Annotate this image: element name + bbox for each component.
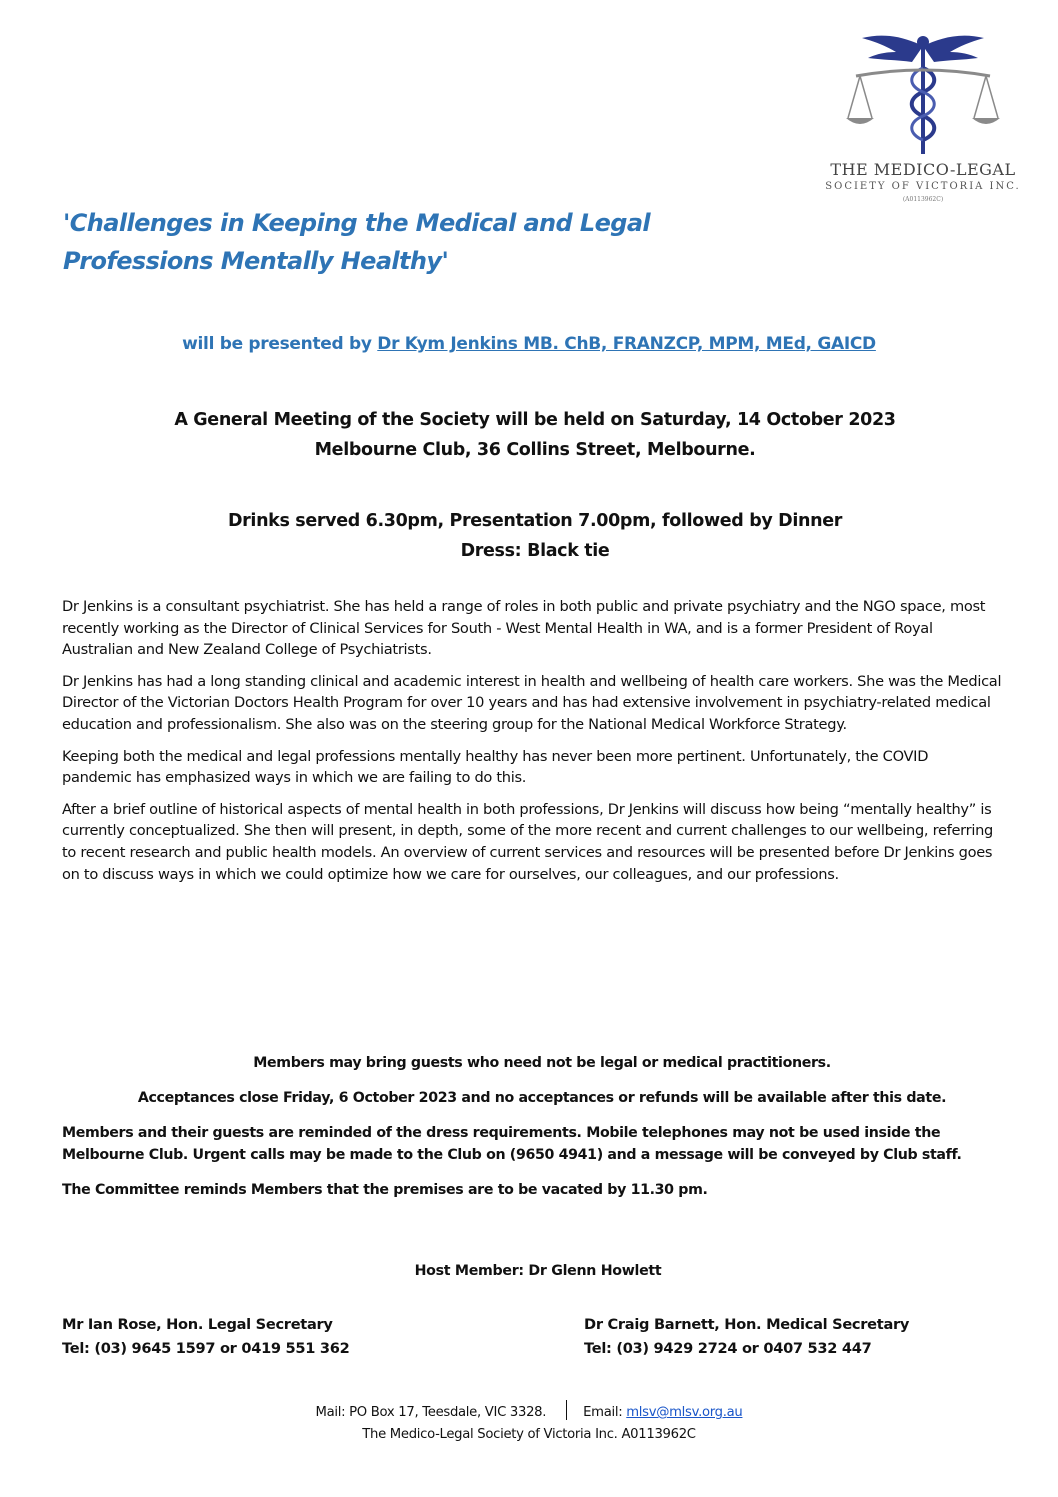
footer-mail: Mail: PO Box 17, Teesdale, VIC 3328.	[315, 1405, 547, 1420]
logo-name: THE MEDICO-LEGAL	[830, 160, 1016, 179]
legal-secretary	[62, 1313, 349, 1361]
meeting-venue: Melbourne Club, 36 Collins Street, Melbourne.	[314, 440, 756, 460]
acceptances-notice: Acceptances close Friday, 6 October 2023 and no acceptances or refunds will be available after this date.	[137, 1090, 947, 1106]
body-paragraph: Dr Jenkins has had a long standing clinical and academic interest in health and wellbeing of health care workers. She was the Medical Director of the Victorian Doctors Health Program for over 10 years and has had extensive involvement in psychiatry-related medical education and professionalism. She also was on the steering group for the National Medical Workforce Strategy.	[62, 672, 1002, 733]
caduceus-scales-icon	[846, 24, 1000, 156]
schedule-times: Drinks served 6.30pm, Presentation 7.00pm, followed by Dinner	[227, 511, 843, 531]
vacate-notice: The Committee reminds Members that the premises are to be vacated by 11.30 pm.	[62, 1182, 708, 1198]
legal-secretary-tel: Tel: (03) 9645 1597 or 0419 551 362	[62, 1340, 350, 1357]
body-paragraph: Keeping both the medical and legal professions mentally healthy has never been more pertinent. Unfortunately, the COVID pandemic has emphasized ways in which we are failing to do this.	[62, 747, 929, 787]
footer-email-link[interactable]: mlsv@mlsv.org.au	[626, 1405, 743, 1420]
footer-org: The Medico-Legal Society of Victoria Inc. A0113962C	[362, 1427, 696, 1442]
host-member: Host Member: Dr Glenn Howlett	[414, 1263, 662, 1279]
talk-title-line-2: Professions Mentally Healthy'	[63, 247, 449, 275]
dress-notice: Members and their guests are reminded of the dress requirements. Mobile telephones may not be used inside the Melbourne Club. Urgent calls may be made to the Club on (9650 4941) and a message will be conveyed by Club staff.	[62, 1125, 962, 1163]
presenter-name-link[interactable]: Dr Kym Jenkins MB. ChB, FRANZCP, MPM, MEd, GAICD	[377, 334, 876, 354]
talk-title-line-1: 'Challenges in Keeping the Medical and Legal	[63, 209, 651, 237]
body-paragraph: After a brief outline of historical aspects of mental health in both professions, Dr Jenkins will discuss how being “mentally healthy” is currently conceptualized. She then will present, in depth, some of the more recent and current challenges to our wellbeing, referring to recent research and public health models. An overview of current services and resources will be presented before Dr Jenkins goes on to discuss ways in which we could optimize how we care for ourselves, our colleagues, and our professions.	[62, 800, 993, 883]
footer-contact	[0, 1400, 1058, 1424]
footer-email-label: Email:	[583, 1405, 627, 1420]
legal-secretary-name: Mr Ian Rose, Hon. Legal Secretary	[62, 1316, 333, 1333]
talk-title	[63, 204, 823, 280]
medical-secretary	[584, 1313, 909, 1361]
footer	[0, 1400, 1058, 1446]
body-paragraph: Dr Jenkins is a consultant psychiatrist. She has held a range of roles in both public and private psychiatry and the NGO space, most recently working as the Director of Clinical Services for South - West Mental Health in WA, and is a former President of Royal Australian and New Zealand College of Psychiatrists.	[62, 598, 986, 659]
speaker-bio	[62, 596, 1002, 895]
presenter-prefix: will be presented by	[182, 334, 378, 354]
medical-secretary-tel: Tel: (03) 9429 2724 or 0407 532 447	[584, 1340, 872, 1357]
schedule-details	[0, 506, 1058, 566]
logo-subtitle: SOCIETY OF VICTORIA INC.	[825, 181, 1021, 192]
guests-notice: Members may bring guests who need not be legal or medical practitioners.	[253, 1055, 831, 1071]
member-notices	[62, 1052, 1022, 1214]
medical-secretary-name: Dr Craig Barnett, Hon. Medical Secretary	[584, 1316, 910, 1333]
meeting-details	[0, 405, 1058, 465]
dress-code: Dress: Black tie	[460, 541, 610, 561]
meeting-date: A General Meeting of the Society will be held on Saturday, 14 October 2023	[174, 410, 896, 430]
society-logo	[812, 24, 1034, 210]
presenter-line	[0, 334, 1058, 354]
logo-registration: (A0113962C)	[902, 196, 944, 203]
footer-divider	[566, 1400, 567, 1420]
